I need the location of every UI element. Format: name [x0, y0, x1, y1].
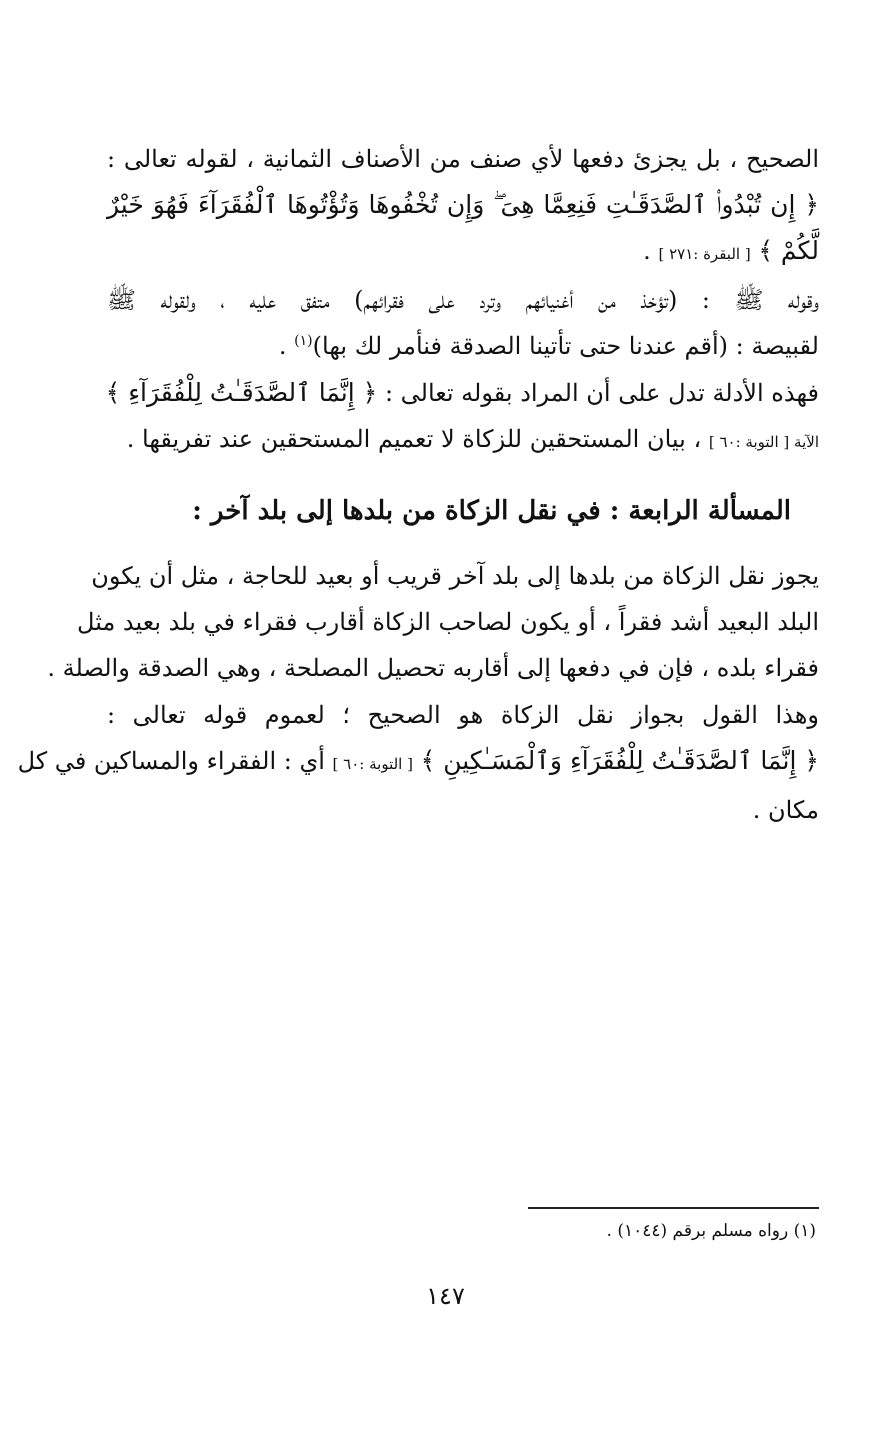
paragraph-3	[107, 370, 819, 465]
paragraph-4-line-1: يجوز نقل الزكاة من بلدها إلى بلد آخر قريب أو بعيد للحاجة ، مثل أن يكون	[91, 562, 819, 590]
period: .	[278, 332, 287, 360]
paragraph-2-line-1: وقوله ﷺ : (تؤخذ من أغنيائهم وترد على فقرائهم) متفق عليه ، ولقوله ﷺ	[107, 286, 819, 314]
paragraph-5-line-1: وهذا القول بجواز نقل الزكاة هو الصحيح ؛ لعموم قوله تعالى :	[107, 701, 819, 729]
paragraph-3-line-1	[107, 370, 819, 416]
verse-reference: [ التوبة :٦٠ ]	[332, 755, 413, 773]
verse-reference: [ البقرة :٢٧١ ]	[658, 245, 751, 263]
paragraph-5-text: أي : الفقراء والمساكين في كل	[17, 747, 325, 775]
paragraph-3-text-2: ، بيان المستحقين للزكاة لا تعميم المستحقين عند تفريقها .	[126, 425, 702, 453]
footnote-mark: (١)	[294, 333, 313, 349]
paragraph-2-line-2	[107, 323, 819, 369]
quran-verse-tawbah: ﴿ إِنَّمَا ٱلصَّدَقَـٰتُ لِلْفُقَرَآءِ ﴾	[105, 378, 378, 407]
paragraph-4-line-2: البلد البعيد أشد فقراً ، أو يكون لصاحب الزكاة أقارب فقراء في بلد بعيد مثل	[77, 608, 819, 636]
period: .	[643, 237, 651, 265]
section-heading: المسألة الرابعة : في نقل الزكاة من بلدها إلى بلد آخر :	[192, 496, 791, 526]
paragraph-4-line-3: فقراء بلده ، فإن في دفعها إلى أقاربه تحصيل المصلحة ، وهي الصدقة والصلة .	[47, 654, 819, 682]
paragraph-1-line-1: الصحيح ، بل يجزئ دفعها لأي صنف من الأصناف الثمانية ، لقوله تعالى :	[107, 145, 819, 173]
footnote: (١) رواه مسلم برقم (١٠٤٤) .	[606, 1221, 816, 1241]
paragraph-5	[17, 692, 819, 833]
quran-verse-end: لَّكُمْ ﴾	[758, 236, 819, 265]
hadith-text: لقبيصة : (أقم عندنا حتى تأتينا الصدقة فنأمر لك بها)	[312, 332, 819, 360]
paragraph-4	[47, 553, 819, 691]
verse-reference: الآية [ التوبة :٦٠ ]	[708, 433, 819, 451]
paragraph-1-line-3	[107, 228, 819, 277]
quran-verse-baqarah: ﴿ إِن تُبْدُوا۟ ٱلصَّدَقَـٰتِ فَنِعِمَّا هِىَ ۖ وَإِن تُخْفُوهَا وَتُؤْتُوهَا ٱلْفُقَرَآءَ فَهُوَ خَيْرٌ	[107, 190, 819, 219]
paragraph-3-line-2	[107, 416, 819, 465]
page-number: ١٤٧	[426, 1282, 465, 1310]
paragraph-2	[107, 277, 819, 369]
paragraph-3-text: فهذه الأدلة تدل على أن المراد بقوله تعالى :	[384, 379, 819, 407]
paragraph-5-line-3: مكان .	[752, 796, 819, 824]
paragraph-1	[107, 136, 819, 277]
footnote-divider	[528, 1207, 819, 1209]
paragraph-5-line-2	[17, 738, 819, 787]
quran-verse-tawbah-2: ﴿ إِنَّمَا ٱلصَّدَقَـٰتُ لِلْفُقَرَآءِ وَٱلْمَسَـٰكِينِ ﴾	[420, 746, 819, 775]
